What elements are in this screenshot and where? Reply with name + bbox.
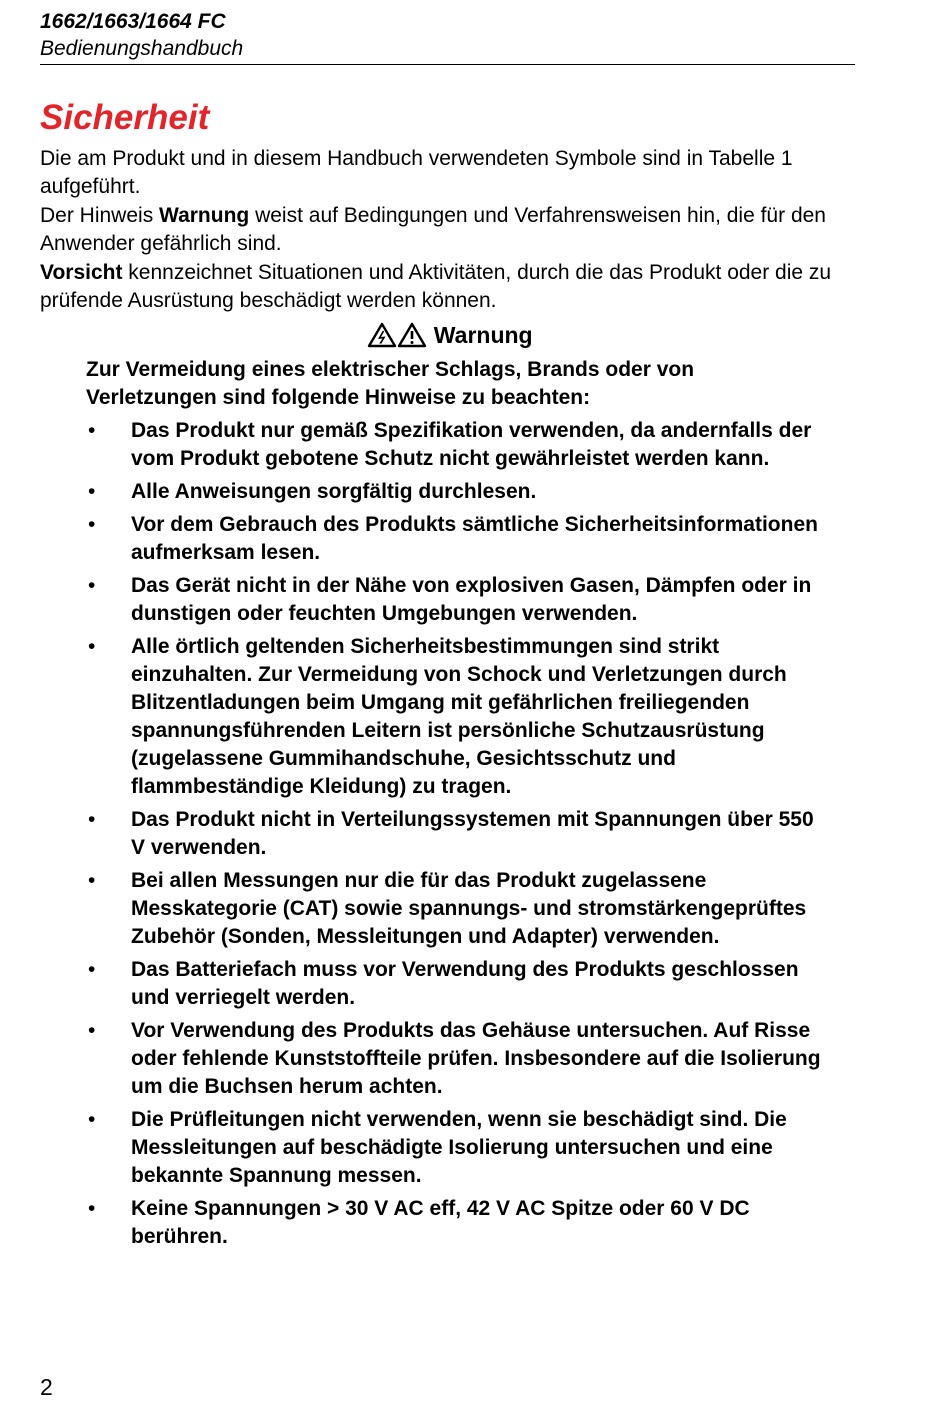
warning-bullet-item [86,633,826,801]
warning-bullet-item [86,806,826,862]
intro-paragraph-warning [40,202,860,258]
intro-warning-pre: Der Hinweis [40,204,160,227]
warning-bullet-item [86,1017,826,1101]
warning-bullet-item [86,956,826,1012]
manual-title: Bedienungshandbuch [40,37,244,60]
bullet-glyph: • [88,419,96,442]
warning-bullet-text: Bei allen Messungen nur die für das Produkt zugelassene Messkategorie (CAT) sowie spannungs- und stromstärkengeprüftes Zubehör (Sonden, Messleitungen und Adapter) verwenden. [131,869,807,948]
bullet-glyph: • [88,635,96,658]
bullet-glyph: • [88,574,96,597]
intro-text [40,145,860,316]
bullet-glyph: • [88,1108,96,1131]
warning-heading [0,320,900,350]
bullet-glyph: • [88,1019,96,1042]
warning-bullet-item [86,572,826,628]
warning-bullet-text: Alle Anweisungen sorgfältig durchlesen. [131,480,537,503]
page-number: 2 [40,1374,53,1400]
warning-bullet-text: Das Gerät nicht in der Nähe von explosiven Gasen, Dämpfen oder in dunstigen oder feuchten Umgebungen verwenden. [131,574,812,625]
warning-bullet-text: Vor dem Gebrauch des Produkts sämtliche Sicherheitsinformationen aufmerksam lesen. [131,513,818,564]
bullet-glyph: • [88,1197,96,1220]
warning-bullet-item [86,511,826,567]
warning-bullet-text: Das Batteriefach muss vor Verwendung des Produkts geschlossen und verriegelt werden. [131,958,799,1009]
bullet-glyph: • [88,513,96,536]
warning-bullet-item [86,1106,826,1190]
warning-bullet-item [86,417,826,473]
caution-icon [397,322,427,348]
intro-paragraph-symbols: Die am Produkt und in diesem Handbuch verwendeten Symbole sind in Tabelle 1 aufgeführt. [40,147,793,198]
intro-caution-term: Vorsicht [40,261,123,284]
warning-lead: Zur Vermeidung eines elektrischer Schlags, Brands oder von Verletzungen sind folgende Hinweise zu beachten: [86,358,695,409]
bullet-glyph: • [88,480,96,503]
intro-caution-post: kennzeichnet Situationen und Aktivitäten, durch die das Produkt oder die zu prüfende Ausrüstung beschädigt werden können. [40,261,832,312]
intro-warning-term: Warnung [159,204,250,227]
model-number: 1662/1663/1664 FC [40,10,226,33]
warning-bullet-text: Alle örtlich geltenden Sicherheitsbestimmungen sind strikt einzuhalten. Zur Vermeidung von Schock und Verletzungen durch Blitzentladungen beim Umgang mit gefährlichen freiliegenden spannungsführenden Leitern ist persönliche Schutzausrüstung (zugelassene Gummihandschuhe, Gesichtsschutz und flammbeständige Kleidung) zu tragen. [131,635,787,798]
intro-warning-post: weist auf Bedingungen und Verfahrensweisen hin, die für den Anwender gefährlich sind. [40,204,826,255]
section-title: Sicherheit [40,98,210,137]
warning-bullet-text: Das Produkt nur gemäß Spezifikation verwenden, da andernfalls der vom Produkt gebotene Schutz nicht gewährleistet werden kann. [131,419,812,470]
warning-bullet-list [86,417,826,1256]
warning-bullet-item [86,867,826,951]
warning-bullet-item [86,1195,826,1251]
warning-bullet-text: Das Produkt nicht in Verteilungssystemen mit Spannungen über 550 V verwenden. [131,808,814,859]
bullet-glyph: • [88,808,96,831]
page-header [40,8,855,65]
bullet-glyph: • [88,869,96,892]
warning-bullet-text: Keine Spannungen > 30 V AC eff, 42 V AC Spitze oder 60 V DC berühren. [131,1197,750,1248]
bullet-glyph: • [88,958,96,981]
intro-paragraph-caution [40,259,860,315]
shock-hazard-icon [367,322,397,348]
warning-bullet-text: Vor Verwendung des Produkts das Gehäuse untersuchen. Auf Risse oder fehlende Kunststoffteile prüfen. Insbesondere auf die Isolierung um die Buchsen herum achten. [131,1019,821,1098]
warning-title: Warnung [433,322,533,348]
warning-bullet-item [86,478,826,506]
warning-bullet-text: Die Prüfleitungen nicht verwenden, wenn sie beschädigt sind. Die Messleitungen auf beschädigte Isolierung untersuchen und eine bekannte Spannung messen. [131,1108,787,1187]
